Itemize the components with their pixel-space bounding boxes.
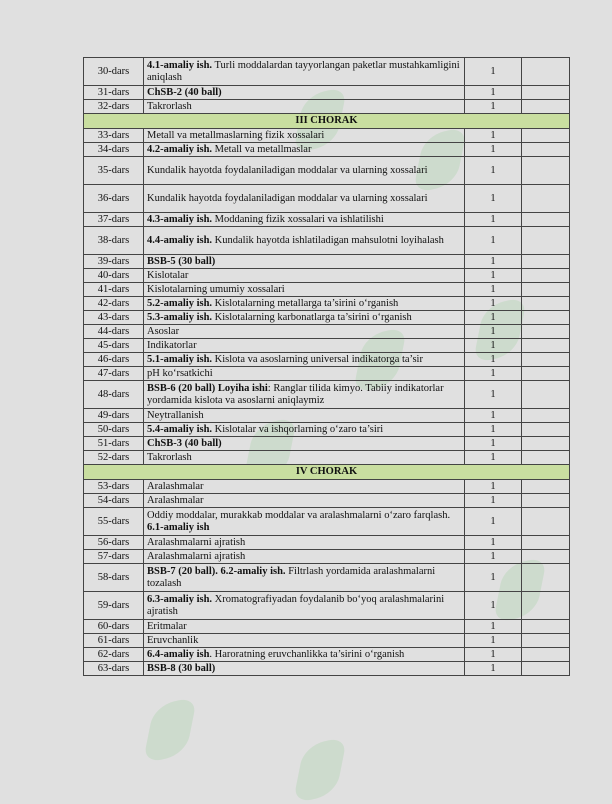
lesson-number: 49-dars xyxy=(84,409,144,423)
lesson-topic-bold: 6.4-amaliy ish xyxy=(147,648,210,660)
empty-cell xyxy=(522,283,570,297)
lesson-topic-text: Takrorlash xyxy=(147,100,192,112)
lesson-number: 33-dars xyxy=(84,129,144,143)
table-row xyxy=(84,213,570,227)
lesson-topic xyxy=(144,100,465,114)
lesson-topic-text: Metall va metallmaslar xyxy=(212,143,312,155)
table-row xyxy=(84,227,570,255)
lesson-topic-bold: 5.3-amaliy ish. xyxy=(147,311,213,323)
lesson-hours: 1 xyxy=(465,536,522,550)
table-row xyxy=(84,451,570,465)
lesson-number: 52-dars xyxy=(84,451,144,465)
quarter-header-row xyxy=(84,465,570,480)
lesson-hours: 1 xyxy=(465,157,522,185)
empty-cell xyxy=(522,227,570,255)
lesson-number: 38-dars xyxy=(84,227,144,255)
lesson-hours: 1 xyxy=(465,367,522,381)
lesson-topic-bold: 5.4-amaliy ish. xyxy=(147,423,213,435)
lesson-number: 55-dars xyxy=(84,508,144,536)
lesson-topic xyxy=(144,564,465,592)
lesson-topic xyxy=(144,325,465,339)
lesson-topic-bold: 5.1-amaliy ish. xyxy=(147,353,213,365)
lesson-hours: 1 xyxy=(465,634,522,648)
lesson-topic-bold: 4.2-amaliy ish. xyxy=(147,143,213,155)
table-row xyxy=(84,508,570,536)
table-row xyxy=(84,311,570,325)
empty-cell xyxy=(522,536,570,550)
empty-cell xyxy=(522,620,570,634)
lesson-topic xyxy=(144,648,465,662)
lesson-hours: 1 xyxy=(465,283,522,297)
lesson-topic xyxy=(144,620,465,634)
lesson-hours: 1 xyxy=(465,325,522,339)
lesson-topic-bold-tail: 6.1-amaliy ish xyxy=(147,521,210,533)
lesson-number: 43-dars xyxy=(84,311,144,325)
lesson-hours: 1 xyxy=(465,353,522,367)
lesson-number: 44-dars xyxy=(84,325,144,339)
lesson-topic-text: Kislota va asoslarning universal indikatorga ta’sir xyxy=(212,353,423,365)
lesson-topic-text: Kundalik hayotda foydalaniladigan moddalar va ularning xossalari xyxy=(147,192,428,204)
lesson-number: 60-dars xyxy=(84,620,144,634)
quarter-title: IV CHORAK xyxy=(84,465,570,480)
empty-cell xyxy=(522,592,570,620)
table-row xyxy=(84,592,570,620)
lesson-topic xyxy=(144,157,465,185)
table-row xyxy=(84,157,570,185)
empty-cell xyxy=(522,213,570,227)
lesson-hours: 1 xyxy=(465,297,522,311)
lesson-topic-text: Asoslar xyxy=(147,325,180,337)
lesson-hours: 1 xyxy=(465,620,522,634)
empty-cell xyxy=(522,508,570,536)
lesson-topic-text: Aralashmalarni ajratish xyxy=(147,536,246,548)
table-row xyxy=(84,564,570,592)
empty-cell xyxy=(522,129,570,143)
lesson-topic-text: Kislotalarning umumiy xossalari xyxy=(147,283,285,295)
lesson-hours: 1 xyxy=(465,480,522,494)
lesson-topic xyxy=(144,339,465,353)
lesson-number: 40-dars xyxy=(84,269,144,283)
lesson-number: 36-dars xyxy=(84,185,144,213)
table-row xyxy=(84,634,570,648)
lesson-topic xyxy=(144,494,465,508)
lesson-topic xyxy=(144,213,465,227)
table-row xyxy=(84,339,570,353)
lesson-topic-text: Kislotalarning metallarga ta’sirini o‘rganish xyxy=(212,297,399,309)
lesson-hours: 1 xyxy=(465,185,522,213)
lesson-topic xyxy=(144,508,465,536)
lesson-topic-text: Kislotalar va ishqorlarning o‘zaro ta’siri xyxy=(212,423,384,435)
lesson-hours: 1 xyxy=(465,143,522,157)
table-row xyxy=(84,480,570,494)
table-row xyxy=(84,381,570,409)
empty-cell xyxy=(522,437,570,451)
empty-cell xyxy=(522,662,570,676)
empty-cell xyxy=(522,409,570,423)
lesson-hours: 1 xyxy=(465,423,522,437)
table-row xyxy=(84,58,570,86)
table-row xyxy=(84,536,570,550)
table-row xyxy=(84,423,570,437)
empty-cell xyxy=(522,353,570,367)
lesson-hours: 1 xyxy=(465,129,522,143)
lesson-topic-text: . Haroratning eruvchanlikka ta’sirini o‘rganish xyxy=(209,648,405,660)
lesson-number: 32-dars xyxy=(84,100,144,114)
lesson-topic xyxy=(144,451,465,465)
empty-cell xyxy=(522,339,570,353)
table-row xyxy=(84,367,570,381)
lesson-topic-text: Xromatografiyadan foydalanib bo‘yoq aralashmalarini ajratish xyxy=(147,594,445,617)
lesson-hours: 1 xyxy=(465,437,522,451)
table-row xyxy=(84,648,570,662)
lesson-topic-text: Turli moddalardan tayyorlangan paketlar mustahkamligini aniqlash xyxy=(147,60,460,83)
lesson-topic xyxy=(144,536,465,550)
empty-cell xyxy=(522,58,570,86)
lesson-number: 53-dars xyxy=(84,480,144,494)
lesson-number: 51-dars xyxy=(84,437,144,451)
lesson-topic-text: Indikatorlar xyxy=(147,339,197,351)
lesson-topic-text: Metall va metallmaslarning fizik xossalari xyxy=(147,129,325,141)
lesson-hours: 1 xyxy=(465,550,522,564)
lesson-topic xyxy=(144,311,465,325)
lesson-topic xyxy=(144,185,465,213)
lesson-number: 34-dars xyxy=(84,143,144,157)
table-row xyxy=(84,185,570,213)
lesson-topic xyxy=(144,269,465,283)
lesson-hours: 1 xyxy=(465,255,522,269)
lesson-topic xyxy=(144,143,465,157)
lesson-topic xyxy=(144,86,465,100)
lesson-topic-text: Kundalik hayotda foydalaniladigan moddalar va ularning xossalari xyxy=(147,164,428,176)
lesson-topic-text: Moddaning fizik xossalari va ishlatilishi xyxy=(212,213,384,225)
lesson-topic-text: : Ranglar tilida kimyo. Tabiiy indikatorlar yordamida kislota va asoslarni aniqlaymiz xyxy=(147,383,444,406)
lesson-topic-bold: ChSB-3 (40 ball) xyxy=(147,437,222,449)
table-row xyxy=(84,409,570,423)
empty-cell xyxy=(522,185,570,213)
lesson-hours: 1 xyxy=(465,100,522,114)
lesson-topic-text: Eruvchanlik xyxy=(147,634,199,646)
lesson-topic xyxy=(144,437,465,451)
lesson-hours: 1 xyxy=(465,213,522,227)
lesson-number: 48-dars xyxy=(84,381,144,409)
empty-cell xyxy=(522,648,570,662)
lesson-topic-bold: 4.3-amaliy ish. xyxy=(147,213,213,225)
lesson-topic xyxy=(144,634,465,648)
lesson-topic-text: Aralashmalar xyxy=(147,494,204,506)
lesson-number: 59-dars xyxy=(84,592,144,620)
lesson-hours: 1 xyxy=(465,339,522,353)
lesson-topic xyxy=(144,353,465,367)
empty-cell xyxy=(522,480,570,494)
empty-cell xyxy=(522,297,570,311)
lesson-number: 30-dars xyxy=(84,58,144,86)
lesson-hours: 1 xyxy=(465,58,522,86)
lesson-topic-text: Filtrlash yordamida aralashmalarni tozalash xyxy=(147,566,436,589)
lesson-topic-text: Takrorlash xyxy=(147,451,192,463)
lesson-number: 57-dars xyxy=(84,550,144,564)
lesson-topic-text: Aralashmalar xyxy=(147,480,204,492)
lesson-number: 39-dars xyxy=(84,255,144,269)
lesson-topic xyxy=(144,367,465,381)
lesson-topic xyxy=(144,662,465,676)
lesson-topic xyxy=(144,227,465,255)
lesson-topic-bold: 5.2-amaliy ish. xyxy=(147,297,213,309)
table-row xyxy=(84,143,570,157)
lesson-topic-bold: ChSB-2 (40 ball) xyxy=(147,86,222,98)
empty-cell xyxy=(522,325,570,339)
lesson-plan-table xyxy=(83,57,570,676)
lesson-topic-text: Neytrallanish xyxy=(147,409,204,421)
table-row xyxy=(84,255,570,269)
lesson-number: 50-dars xyxy=(84,423,144,437)
empty-cell xyxy=(522,311,570,325)
empty-cell xyxy=(522,634,570,648)
lesson-hours: 1 xyxy=(465,86,522,100)
lesson-topic-text: Eritmalar xyxy=(147,620,187,632)
lesson-topic-text: Kislotalarning karbonatlarga ta’sirini o‘rganish xyxy=(212,311,412,323)
lesson-topic xyxy=(144,409,465,423)
lesson-topic xyxy=(144,480,465,494)
table-row xyxy=(84,662,570,676)
table-row xyxy=(84,269,570,283)
lesson-hours: 1 xyxy=(465,311,522,325)
empty-cell xyxy=(522,451,570,465)
empty-cell xyxy=(522,100,570,114)
lesson-hours: 1 xyxy=(465,409,522,423)
table-row xyxy=(84,129,570,143)
table-row xyxy=(84,100,570,114)
lesson-topic-bold: BSB-7 (20 ball). 6.2-amaliy ish. xyxy=(147,566,286,577)
empty-cell xyxy=(522,564,570,592)
lesson-number: 54-dars xyxy=(84,494,144,508)
lesson-topic xyxy=(144,58,465,86)
quarter-title: III CHORAK xyxy=(84,114,570,129)
empty-cell xyxy=(522,381,570,409)
lesson-number: 58-dars xyxy=(84,564,144,592)
lesson-number: 63-dars xyxy=(84,662,144,676)
lesson-topic xyxy=(144,297,465,311)
lesson-hours: 1 xyxy=(465,508,522,536)
lesson-number: 61-dars xyxy=(84,634,144,648)
empty-cell xyxy=(522,255,570,269)
lesson-topic-text: Oddiy moddalar, murakkab moddalar va aralashmalarni o‘zaro farqlash. xyxy=(147,510,451,521)
lesson-topic xyxy=(144,255,465,269)
lesson-number: 37-dars xyxy=(84,213,144,227)
lesson-topic xyxy=(144,592,465,620)
table-row xyxy=(84,437,570,451)
lesson-topic xyxy=(144,423,465,437)
lesson-number: 47-dars xyxy=(84,367,144,381)
lesson-hours: 1 xyxy=(465,564,522,592)
lesson-topic xyxy=(144,129,465,143)
lesson-number: 31-dars xyxy=(84,86,144,100)
lesson-topic-bold: BSB-8 (30 ball) xyxy=(147,662,216,674)
lesson-hours: 1 xyxy=(465,592,522,620)
table-row xyxy=(84,620,570,634)
lesson-number: 45-dars xyxy=(84,339,144,353)
quarter-header-row xyxy=(84,114,570,129)
table-row xyxy=(84,550,570,564)
lesson-topic-bold: 6.3-amaliy ish. xyxy=(147,594,213,605)
lesson-topic xyxy=(144,381,465,409)
lesson-hours: 1 xyxy=(465,662,522,676)
lesson-topic-bold: BSB-5 (30 ball) xyxy=(147,255,216,267)
lesson-topic-text: Kundalik hayotda ishlatiladigan mahsulotni loyihalash xyxy=(212,234,444,246)
lesson-topic xyxy=(144,283,465,297)
empty-cell xyxy=(522,494,570,508)
lesson-number: 41-dars xyxy=(84,283,144,297)
lesson-hours: 1 xyxy=(465,227,522,255)
lesson-hours: 1 xyxy=(465,451,522,465)
empty-cell xyxy=(522,86,570,100)
lesson-number: 62-dars xyxy=(84,648,144,662)
table-row xyxy=(84,86,570,100)
empty-cell xyxy=(522,550,570,564)
empty-cell xyxy=(522,269,570,283)
lesson-topic-text: Kislotalar xyxy=(147,269,189,281)
lesson-topic-bold: BSB-6 (20 ball) Loyiha ishi xyxy=(147,383,268,394)
table-row xyxy=(84,297,570,311)
table-row xyxy=(84,353,570,367)
lesson-number: 56-dars xyxy=(84,536,144,550)
lesson-number: 46-dars xyxy=(84,353,144,367)
lesson-topic-bold: 4.4-amaliy ish. xyxy=(147,234,213,246)
lesson-number: 42-dars xyxy=(84,297,144,311)
lesson-hours: 1 xyxy=(465,648,522,662)
lesson-topic-text: pH ko‘rsatkichi xyxy=(147,367,213,379)
lesson-hours: 1 xyxy=(465,381,522,409)
empty-cell xyxy=(522,143,570,157)
lesson-topic-bold: 4.1-amaliy ish. xyxy=(147,60,213,71)
lesson-topic xyxy=(144,550,465,564)
lesson-topic-text: Aralashmalarni ajratish xyxy=(147,550,246,562)
table-row xyxy=(84,325,570,339)
lesson-number: 35-dars xyxy=(84,157,144,185)
lesson-hours: 1 xyxy=(465,494,522,508)
empty-cell xyxy=(522,157,570,185)
empty-cell xyxy=(522,367,570,381)
table-row xyxy=(84,283,570,297)
empty-cell xyxy=(522,423,570,437)
lesson-hours: 1 xyxy=(465,269,522,283)
table-row xyxy=(84,494,570,508)
